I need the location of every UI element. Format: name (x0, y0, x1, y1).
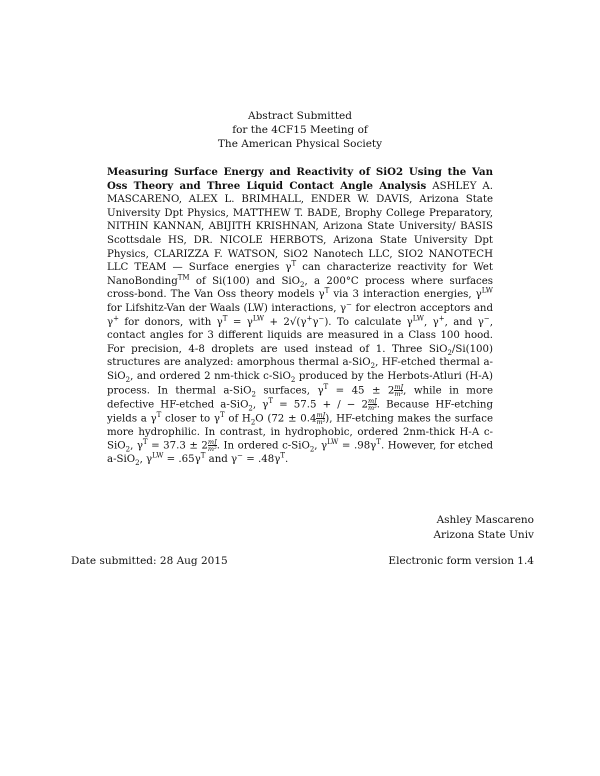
header-line-2: for the 4CF15 Meeting of (232, 124, 368, 136)
signature-block (433, 513, 534, 543)
submission-header (0, 109, 600, 151)
signature-name: Ashley Mascareno (436, 514, 534, 526)
footer (71, 555, 534, 567)
abstract-title: Measuring Surface Energy and Reactivity of SiO2 Using the Van Oss Theory and Three Liquid Contact Angle Analysis (107, 166, 493, 192)
signature-affiliation: Arizona State Univ (433, 529, 534, 541)
date-submitted: Date submitted: 28 Aug 2015 (71, 555, 228, 567)
header-line-3: The American Physical Society (217, 138, 383, 150)
header-line-1: Abstract Submitted (248, 110, 352, 122)
abstract-body: Measuring Surface Energy and Reactivity of SiO2 Using the Van Oss Theory and Three Liquid Contact Angle Analysis ASHLEY A. MASCARENO, ALEX L. BRIMHALL, ENDER W. DAVIS, Arizona State University Dpt Physics, MATTHEW T. BADE, Brophy College Preparatory, NITHIN KANNAN, ABIJITH KRISHNAN, Arizona State University/ BASIS Scottsdale HS, DR. NICOLE HERBOTS, Arizona State University Dpt Physics, CLARIZZA F. WATSON, SiO2 Nanotech LLC, SIO2 NANOTECH LLC TEAM — Surface energies $\gamma^T$ can characterize reactivity for Wet NanoBonding™ of Si(100) and SiO$_2$, a 200°C process where surfaces cross-bond. The Van Oss theory models $\gamma^T$ via 3 interaction energies, $\gamma^{LW}$ for Lifshitz-Van der Waals (LW) interactions, γ− for electron acceptors and γ+ for donors, with $\gamma^T = \gamma^{LW} + 2√(\gamma^+\gamma^-)$. To calculate $\gamma^{LW}$, γ+, and γ−, contact angles for 3 different liquids are measured in a Class 100 hood. For precision, 4-8 droplets are used instead of 1. Three SiO$_2$/Si(100) structures are analyzed: amorphous thermal a-SiO$_2$, HF-etched thermal a-SiO$_2$, and ordered 2 nm-thick c-SiO$_2$ produced by the Herbots-Atluri (H-A) process. In thermal a-SiO$_2$ surfaces, $\gamma^T = 45 \pm 2$ $\frac{mJ}{\text{m²}}$ , while in more defective HF-etched a-SiO$_2$, $\gamma^T = 57.5$ + / − 2 $\frac{mJ}{\text{m²}}$ . Because HF-etching yields a $\gamma^T$ closer to $\gamma^T$ of $H_2O$ (72 ± 0.4 $\frac{mJ}{\text{m²}}$ ), HF-etching makes the surface more hydrophilic. In contrast, in hydrophobic, ordered 2nm-thick H-A c-SiO$_2$, $\gamma^T = 37.3 \pm 2$ $\frac{mJ}{\text{m²}}$ . In ordered c-SiO$_2$, $\gamma^{LW} = .98\gamma^T$. However, for etched a-SiO$_2$, $\gamma^{LW} = .65\gamma^T$ and $\gamma^- = .48\gamma^T$. (107, 166, 493, 468)
abstract-authors: ASHLEY A. MASCARENO, ALEX L. BRIMHALL, ENDER W. DAVIS, Arizona State University Dpt Physics, MATTHEW T. BADE, Brophy College Preparatory, NITHIN KANNAN, ABIJITH KRISHNAN, Arizona State University/ BASIS Scottsdale HS, DR. NICOLE HERBOTS, Arizona State University Dpt Physics, CLARIZZA F. WATSON, SiO2 Nanotech LLC, SIO2 NANOTECH LLC TEAM (107, 180, 493, 274)
form-version: Electronic form version 1.4 (388, 555, 534, 567)
